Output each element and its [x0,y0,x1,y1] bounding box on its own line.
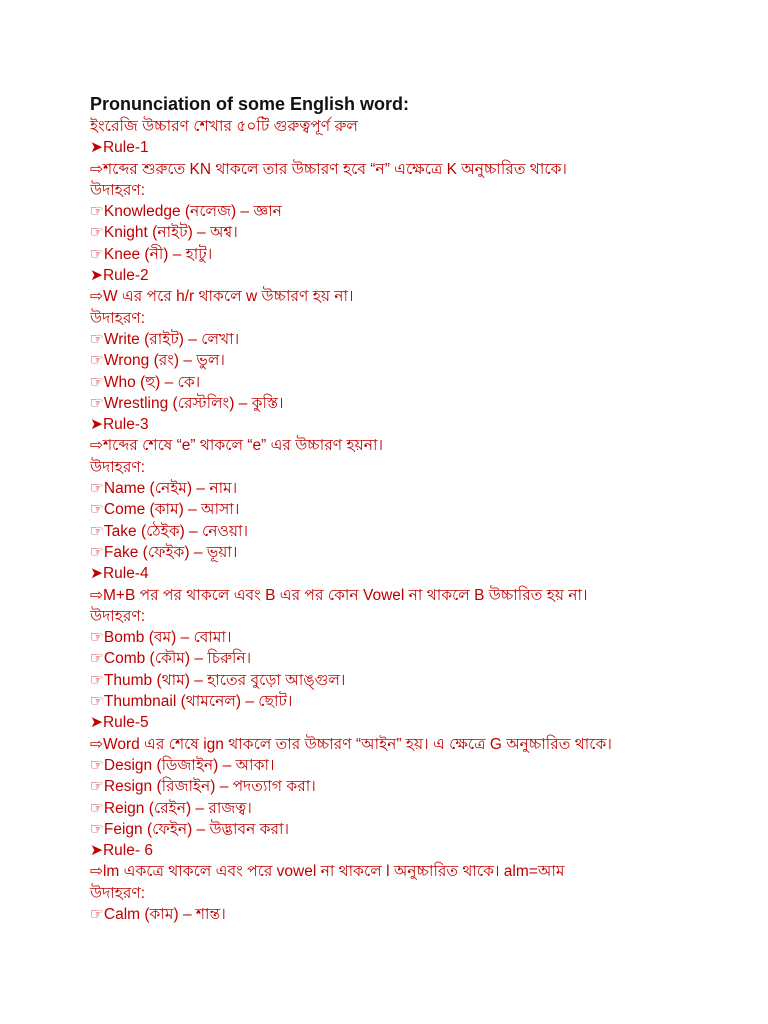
document-subtitle: ইংরেজি উচ্চারণ শেখার ৫০টি গুরুত্বপূর্ণ রুল [90,118,358,135]
document-page [90,93,750,925]
example-item: ☞Comb (কৌম) – চিরুনি। [90,650,252,668]
examples-label: উদাহরণ: [90,884,146,902]
example-item: ☞Fake (ফেইক) – ভূয়া। [90,543,238,561]
example-item: ☞Calm (কাম) – শান্ত। [90,905,226,923]
examples-label: উদাহরণ: [90,458,146,476]
examples-label: উদাহরণ: [90,181,146,199]
rule-description: ⇨শব্দের শুরুতে KN থাকলে তার উচ্চারণ হবে “ন” এক্ষেত্রে K অনুচ্চারিত থাকে। [90,160,567,178]
rule-heading: ➤Rule-5 [90,714,149,732]
example-item: ☞Thumb (থাম) – হাতের বুড়ো আঙ্গুল। [90,671,346,689]
rule-heading: ➤Rule-4 [90,565,149,583]
example-item: ☞Knee (নী) – হাটু। [90,245,213,263]
rule-description: ⇨শব্দের শেষে “e” থাকলে “e” এর উচ্চারণ হয়না। [90,437,384,455]
examples-label: উদাহরণ: [90,607,146,625]
example-item: ☞Take (ঠেইক) – নেওয়া। [90,522,249,540]
rule-description: ⇨M+B পর পর থাকলে এবং B এর পর কোন Vowel না থাকলে B উচ্চারিত হয় না। [90,586,588,604]
document-title: Pronunciation of some English word: [90,94,410,114]
example-item: ☞Knowledge (নলেজ) – জ্ঞান [90,203,282,221]
example-item: ☞Feign (ফেইন) – উদ্ভাবন করা। [90,820,290,838]
rule-description: ⇨lm একত্রে থাকলে এবং পরে vowel না থাকলে l অনুচ্চারিত থাকে। alm=আম [90,863,565,881]
rule-heading: ➤Rule-2 [90,267,149,285]
example-item: ☞Wrestling (রেস্টলিং) – কুস্তি। [90,394,284,412]
example-item: ☞Wrong (রং) – ভুল। [90,352,225,370]
rule-heading: ➤Rule- 6 [90,842,153,860]
rule-heading: ➤Rule-3 [90,416,149,434]
example-item: ☞Bomb (বম) – বোমা। [90,629,232,647]
example-item: ☞Come (কাম) – আসা। [90,501,240,519]
document-body [90,137,750,925]
rule-heading: ➤Rule-1 [90,139,149,157]
example-item: ☞Write (রাইট) – লেখা। [90,330,240,348]
example-item: ☞Reign (রেইন) – রাজত্ব। [90,799,252,817]
example-item: ☞Design (ডিজাইন) – আকা। [90,756,275,774]
rule-description: ⇨W এর পরে h/r থাকলে w উচ্চারণ হয় না। [90,288,354,306]
example-item: ☞Resign (রিজাইন) – পদত্যাগ করা। [90,778,316,796]
rule-description: ⇨Word এর শেষে ign থাকলে তার উচ্চারণ “আইন” হয়। এ ক্ষেত্রে G অনুচ্চারিত থাকে। [90,735,612,753]
example-item: ☞Knight (নাইট) – অশ্ব। [90,224,238,242]
example-item: ☞Name (নেইম) – নাম। [90,480,238,498]
example-item: ☞Who (হু) – কে। [90,373,201,391]
example-item: ☞Thumbnail (থামনেল) – ছোট। [90,693,293,711]
examples-label: উদাহরণ: [90,309,146,327]
